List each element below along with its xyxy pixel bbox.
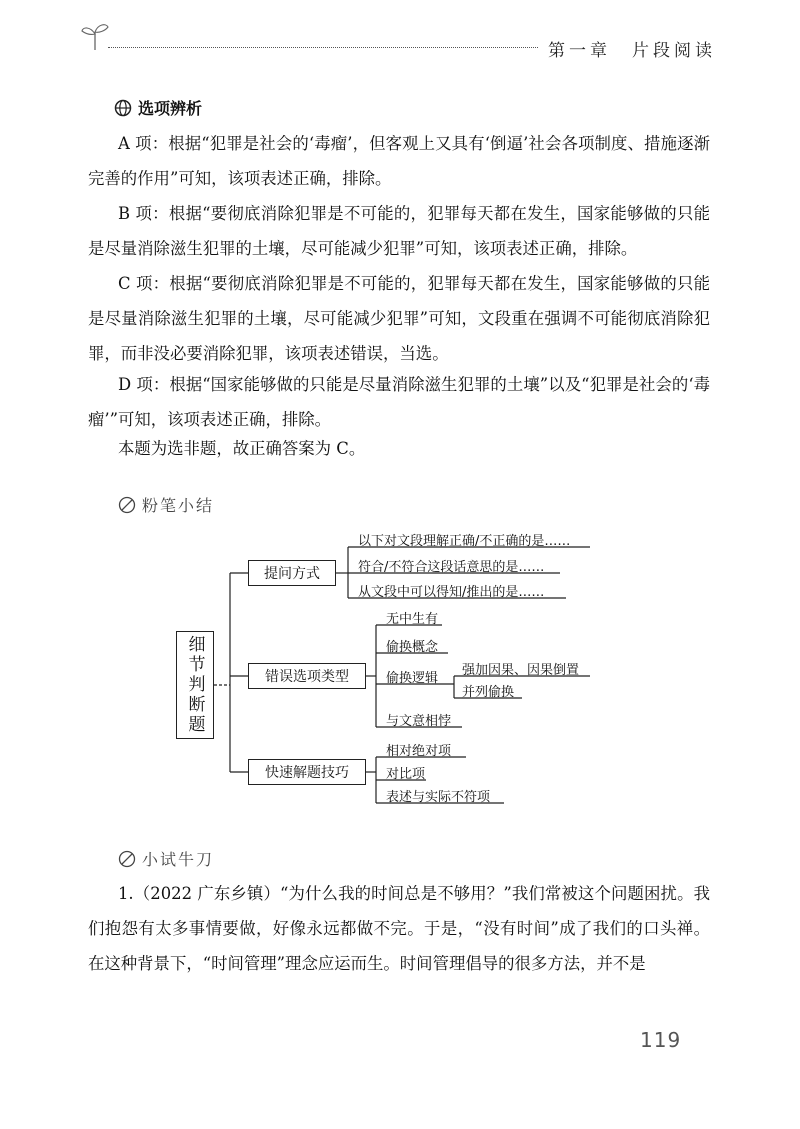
chapter-title: 第一章 片段阅读 (548, 41, 716, 61)
practice-title: 小试牛刀 (142, 850, 215, 869)
option-c-paragraph: C 项：根据“要彻底消除犯罪是不可能的，犯罪每天都在发生，国家能够做的只能是尽量消除滋生犯罪的土壤，尽可能减少犯罪”可知，文段重在强调不可能彻底消除犯罪，而非没必要消除犯罪，该项表述错误，当选。 (88, 274, 710, 363)
mindmap-branch-question-style: 提问方式 (248, 560, 336, 586)
mindmap-leaf: 无中生有 (386, 612, 439, 627)
mindmap-root-label: 细节判断题 (184, 635, 205, 735)
mindmap-leaf: 相对绝对项 (386, 744, 452, 759)
practice-heading (118, 847, 214, 870)
mindmap-leaf: 与文意相悖 (386, 714, 452, 729)
mindmap-leaf: 偷换概念 (386, 640, 439, 655)
mindmap-root (176, 631, 214, 739)
option-a-paragraph: A 项：根据“犯罪是社会的‘毒瘤’，但客观上又具有‘倒逼’社会各项制度、措施逐渐完善的作用”可知，该项表述正确，排除。 (88, 134, 710, 188)
practice-question-paragraph: 1.（2022 广东乡镇）“为什么我的时间总是不够用？”我们常被这个问题困扰。我们抱怨有太多事情要做，好像永远都做不完。于是，“没有时间”成了我们的口头禅。在这种背景下，“时间管理”理念应运而生。时间管理倡导的很多方法，并不是 (88, 884, 710, 973)
mindmap-leaf: 偷换逻辑 (386, 671, 439, 686)
mindmap-leaf: 符合/不符合这段话意思的是…… (358, 560, 545, 575)
page-number: 119 (640, 1028, 682, 1052)
mindmap-leaf: 对比项 (386, 767, 426, 782)
option-d-paragraph: D 项：根据“国家能够做的只能是尽量消除滋生犯罪的土壤”以及“犯罪是社会的‘毒瘤’”可知，该项表述正确，排除。 (88, 375, 710, 429)
mindmap-leaf: 从文段中可以得知/推出的是…… (358, 585, 545, 600)
mindmap-branch-quick-tips: 快速解题技巧 (248, 759, 366, 785)
mindmap-leaf: 表述与实际不符项 (386, 790, 491, 805)
options-analysis-title: 选项辨析 (138, 99, 203, 118)
mindmap-branch-wrong-option-types: 错误选项类型 (248, 663, 366, 689)
option-b-paragraph: B 项：根据“要彻底消除犯罪是不可能的，犯罪每天都在发生，国家能够做的只能是尽量消除滋生犯罪的土壤，尽可能减少犯罪”可知，该项表述正确，排除。 (88, 204, 710, 258)
summary-title: 粉笔小结 (142, 496, 215, 515)
mindmap-subleaf: 并列偷换 (462, 685, 515, 700)
answer-paragraph: 本题为选非题，故正确答案为 C。 (118, 439, 366, 458)
pencil-circle-icon (118, 850, 136, 868)
mindmap-leaf: 以下对文段理解正确/不正确的是…… (358, 534, 571, 549)
mindmap-subleaf: 强加因果、因果倒置 (462, 663, 580, 678)
